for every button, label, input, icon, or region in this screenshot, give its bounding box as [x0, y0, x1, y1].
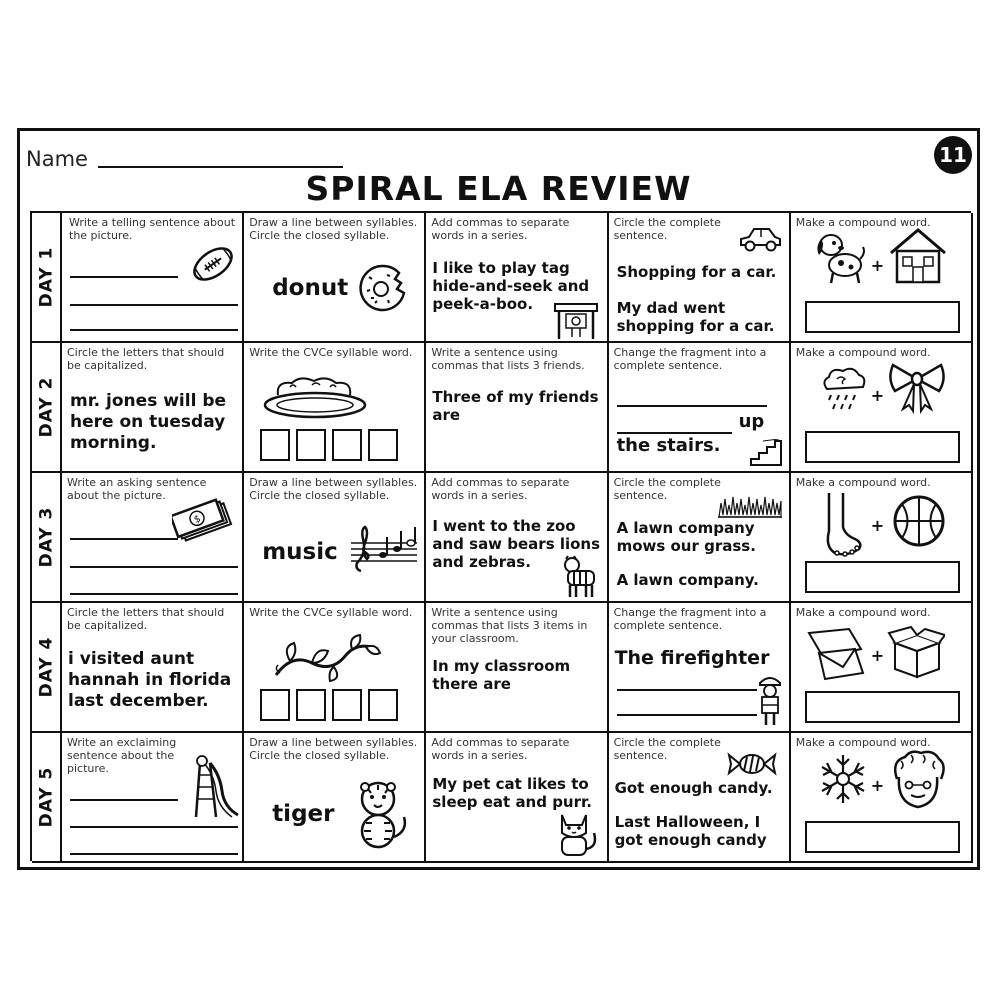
donut-icon — [357, 263, 409, 313]
football-icon — [189, 243, 237, 285]
day1-syllable-cell — [244, 213, 426, 343]
day3-compound-word-cell — [791, 473, 973, 603]
writing-line[interactable] — [617, 432, 732, 434]
fragment-text: the stairs. — [616, 435, 721, 456]
instruction: Circle the complete sentence. — [613, 216, 721, 242]
day-label-text: DAY 1 — [36, 246, 57, 308]
capitalize-sentence: mr. jones will be here on tuesday morning. — [70, 391, 227, 453]
writing-line[interactable] — [617, 714, 757, 716]
man-icon — [887, 749, 949, 811]
writing-line[interactable] — [70, 329, 238, 331]
house-icon — [887, 225, 949, 285]
letter-box[interactable] — [296, 689, 326, 721]
day1-complete-sentence-cell — [609, 213, 791, 343]
day3-syllable-cell — [244, 473, 426, 603]
sentence-starter: In my classroom there are — [432, 657, 571, 693]
page-title: SPIRAL ELA REVIEW — [305, 169, 692, 208]
day-label — [32, 603, 62, 733]
day1-telling-sentence-cell — [62, 213, 244, 343]
day4-cvce-cell — [244, 603, 426, 733]
writing-line[interactable] — [617, 689, 757, 691]
tiger-icon — [352, 779, 410, 849]
letter-box[interactable] — [368, 429, 398, 461]
firefighter-icon — [757, 673, 783, 727]
instruction: Add commas to separate words in a series. — [431, 216, 570, 242]
day-label — [32, 343, 62, 473]
writing-line[interactable] — [70, 566, 238, 568]
lake-icon — [260, 375, 370, 423]
day3-complete-sentence-cell — [609, 473, 791, 603]
bow-icon — [887, 359, 947, 415]
instruction: Make a compound word. — [795, 736, 931, 749]
day4-capitalize-cell — [62, 603, 244, 733]
capitalize-sentence: i visited aunt hannah in florida last december. — [68, 649, 232, 711]
day2-compound-word-cell — [791, 343, 973, 473]
instruction: Draw a line between syllables. Circle the closed syllable. — [249, 216, 418, 242]
name-row — [26, 141, 343, 171]
writing-line[interactable] — [70, 853, 238, 855]
worksheet — [17, 128, 980, 870]
instruction: Circle the letters that should be capitalized. — [67, 346, 225, 372]
vine-icon — [272, 633, 382, 683]
plus-icon: + — [870, 646, 885, 665]
grass-icon — [717, 495, 783, 519]
day5-commas-cell — [426, 733, 608, 863]
snowflake-icon — [817, 753, 869, 805]
review-grid — [30, 211, 971, 861]
day5-complete-sentence-cell — [609, 733, 791, 863]
desk-icon — [552, 301, 600, 341]
syllable-word: donut — [272, 275, 349, 301]
day5-compound-word-cell — [791, 733, 973, 863]
letter-box[interactable] — [260, 429, 290, 461]
answer-box[interactable] — [805, 691, 960, 723]
writing-line[interactable] — [70, 304, 238, 306]
letter-box[interactable] — [332, 429, 362, 461]
rain-cloud-icon — [819, 363, 869, 413]
day-label-text: DAY 4 — [36, 636, 57, 698]
sentence-option-2[interactable]: My dad went shopping for a car. — [616, 299, 775, 335]
syllable-word: tiger — [272, 801, 335, 827]
answer-box[interactable] — [805, 431, 960, 463]
cat-icon — [556, 811, 600, 857]
instruction: Add commas to separate words in a series. — [431, 736, 570, 762]
day5-syllable-cell — [244, 733, 426, 863]
stairs-icon — [749, 439, 783, 467]
instruction: Circle the complete sentence. — [613, 476, 721, 502]
day2-list-friends-cell — [426, 343, 608, 473]
sentence-option-1[interactable]: Shopping for a car. — [616, 263, 777, 281]
name-label: Name — [26, 147, 88, 171]
writing-line[interactable] — [70, 826, 238, 828]
fragment-text: The firefighter — [614, 647, 770, 669]
slide-icon — [186, 755, 240, 819]
sentence-option-2[interactable]: A lawn company. — [616, 571, 759, 589]
foot-icon — [821, 491, 863, 557]
page-number-badge: 11 — [934, 136, 972, 174]
instruction: Make a compound word. — [795, 606, 931, 619]
syllable-word: music — [262, 539, 338, 565]
dog-icon — [813, 229, 867, 285]
day-label-text: DAY 3 — [36, 506, 57, 568]
instruction: Write an exclaiming sentence about the picture. — [67, 736, 177, 775]
plus-icon: + — [870, 776, 885, 795]
letter-box[interactable] — [368, 689, 398, 721]
mail-icon — [805, 627, 867, 681]
instruction: Write the CVCe syllable word. — [249, 606, 413, 619]
series-sentence: I like to play tag hide-and-seek and peek-a-boo. — [432, 259, 590, 313]
answer-box[interactable] — [805, 561, 960, 593]
sentence-option-2[interactable]: Last Halloween, I got enough candy — [614, 813, 767, 849]
letter-box[interactable] — [260, 689, 290, 721]
day-label — [32, 473, 62, 603]
day-label-text: DAY 2 — [36, 376, 57, 438]
day-label-text: DAY 5 — [36, 766, 57, 828]
letter-box[interactable] — [296, 429, 326, 461]
day5-exclaiming-sentence-cell — [62, 733, 244, 863]
series-sentence: My pet cat likes to sleep eat and purr. — [432, 775, 592, 811]
sentence-option-1[interactable]: A lawn company mows our grass. — [616, 519, 756, 555]
candy-icon — [727, 751, 777, 777]
day-label — [32, 213, 62, 343]
music-notes-icon — [349, 525, 419, 575]
sentence-starter: Three of my friends are — [432, 388, 599, 424]
day2-capitalize-cell — [62, 343, 244, 473]
letter-boxes — [260, 429, 398, 461]
plus-icon: + — [870, 256, 885, 275]
instruction: Change the fragment into a complete sentence. — [613, 606, 767, 632]
instruction: Draw a line between syllables. Circle the closed syllable. — [249, 736, 418, 762]
name-field[interactable] — [98, 166, 343, 168]
instruction: Write the CVCe syllable word. — [249, 346, 413, 359]
day4-compound-word-cell — [791, 603, 973, 733]
instruction: Make a compound word. — [795, 346, 931, 359]
instruction: Draw a line between syllables. Circle the closed syllable. — [249, 476, 418, 502]
instruction: Write a sentence using commas that lists 3 items in your classroom. — [431, 606, 588, 645]
box-icon — [887, 623, 945, 679]
instruction: Write a sentence using commas that lists 3 friends. — [431, 346, 585, 372]
day1-compound-word-cell — [791, 213, 973, 343]
day2-cvce-cell — [244, 343, 426, 473]
day2-fragment-cell — [609, 343, 791, 473]
plus-icon: + — [870, 386, 885, 405]
answer-box[interactable] — [805, 301, 960, 333]
car-icon — [737, 223, 783, 253]
instruction: Make a compound word. — [795, 216, 931, 229]
letter-boxes — [260, 689, 398, 721]
day3-commas-cell — [426, 473, 608, 603]
day1-commas-cell — [426, 213, 608, 343]
writing-line[interactable] — [70, 593, 238, 595]
answer-box[interactable] — [805, 821, 960, 853]
writing-line[interactable] — [70, 538, 178, 540]
instruction: Circle the complete sentence. — [613, 736, 721, 762]
series-sentence: I went to the zoo and saw bears lions and zebras. — [432, 517, 601, 571]
letter-box[interactable] — [332, 689, 362, 721]
day3-asking-sentence-cell — [62, 473, 244, 603]
writing-line[interactable] — [617, 405, 767, 407]
instruction: Make a compound word. — [795, 476, 931, 489]
day4-fragment-cell — [609, 603, 791, 733]
instruction: Write an asking sentence about the picture. — [67, 476, 207, 502]
writing-line[interactable] — [70, 276, 178, 278]
money-icon — [172, 497, 236, 543]
instruction: Circle the letters that should be capitalized. — [67, 606, 225, 632]
day4-list-items-cell — [426, 603, 608, 733]
day-label — [32, 733, 62, 863]
sentence-option-1[interactable]: Got enough candy. — [614, 779, 773, 797]
ball-icon — [891, 493, 947, 549]
writing-line[interactable] — [70, 799, 178, 801]
instruction: Change the fragment into a complete sentence. — [613, 346, 767, 372]
plus-icon: + — [870, 516, 885, 535]
instruction: Add commas to separate words in a series. — [431, 476, 570, 502]
svg-text:$: $ — [192, 513, 203, 526]
instruction: Write a telling sentence about the picture. — [69, 216, 236, 242]
zebra-icon — [560, 555, 600, 599]
fragment-word: up — [738, 411, 765, 432]
